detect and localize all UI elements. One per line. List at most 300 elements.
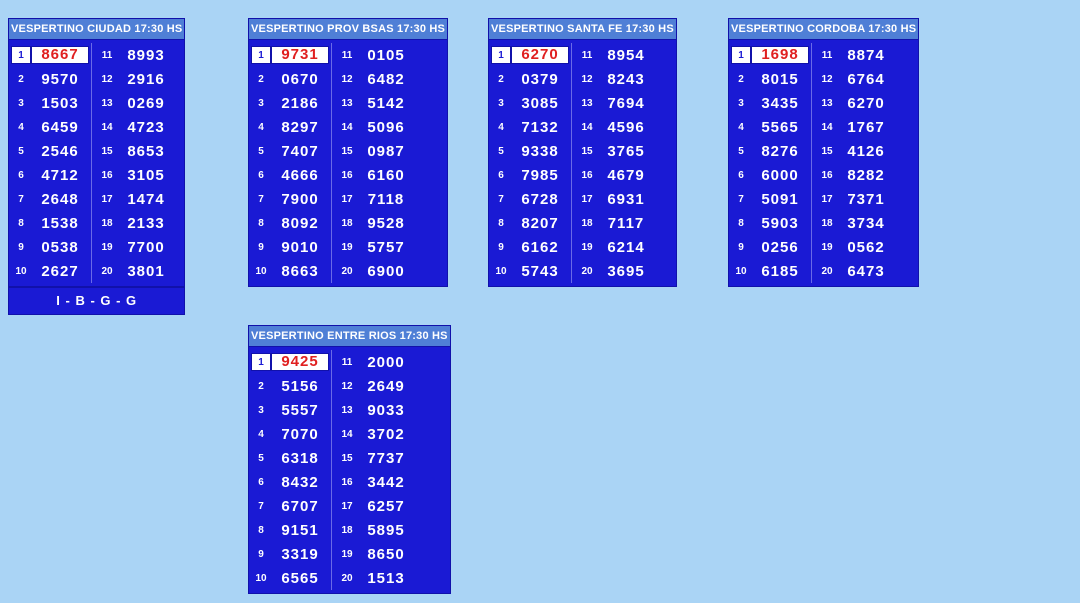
- result-position: 1: [251, 353, 271, 371]
- result-number: 8282: [847, 166, 885, 184]
- result-number: 6728: [521, 190, 559, 208]
- result-number: 6318: [281, 449, 319, 467]
- result-position: 17: [101, 193, 113, 205]
- results-column-right: [812, 43, 895, 283]
- lottery-board: [8, 18, 185, 315]
- result-number: 4126: [847, 142, 885, 160]
- result-row: [491, 211, 569, 235]
- result-position: 14: [581, 121, 593, 133]
- result-position: 2: [258, 380, 264, 392]
- result-position: 12: [821, 73, 833, 85]
- result-number: 8092: [281, 214, 319, 232]
- result-row: [577, 115, 655, 139]
- result-position: 3: [18, 97, 24, 109]
- result-number: 5557: [281, 401, 319, 419]
- result-row: [491, 259, 569, 283]
- result-row: [731, 115, 809, 139]
- result-row: [337, 259, 415, 283]
- result-row: [251, 187, 329, 211]
- lottery-panel: [728, 18, 919, 287]
- result-number: 2000: [367, 353, 405, 371]
- result-row: [251, 259, 329, 283]
- result-number: 7737: [367, 449, 405, 467]
- result-position: 17: [821, 193, 833, 205]
- result-row: [817, 139, 895, 163]
- result-row: [337, 67, 415, 91]
- result-position: 19: [581, 241, 593, 253]
- result-position: 13: [101, 97, 113, 109]
- result-position: 3: [258, 97, 264, 109]
- result-row: [337, 187, 415, 211]
- result-number: 5091: [761, 190, 799, 208]
- lottery-panel: [488, 18, 677, 287]
- result-row: [251, 67, 329, 91]
- result-row: [337, 139, 415, 163]
- result-position: 13: [341, 97, 353, 109]
- result-row: [577, 139, 655, 163]
- result-number: 0256: [761, 238, 799, 256]
- result-number: 3442: [367, 473, 405, 491]
- result-position: 12: [341, 73, 353, 85]
- result-row: [731, 235, 809, 259]
- result-row: [491, 43, 569, 67]
- result-position: 11: [101, 49, 113, 61]
- panel-body: [489, 40, 676, 286]
- result-row: [577, 43, 655, 67]
- result-number: 9570: [41, 70, 79, 88]
- result-row: [337, 398, 415, 422]
- result-row: [817, 43, 895, 67]
- result-row: [11, 163, 89, 187]
- results-column-left: [731, 43, 812, 283]
- result-row: [337, 542, 415, 566]
- result-number: 5096: [367, 118, 405, 136]
- result-row: [251, 446, 329, 470]
- result-position: 20: [821, 265, 833, 277]
- lottery-panel: [248, 325, 451, 594]
- result-row: [731, 163, 809, 187]
- result-number: 0562: [847, 238, 885, 256]
- panel-body: [249, 40, 447, 286]
- result-number: 8993: [127, 46, 165, 64]
- result-position: 5: [18, 145, 24, 157]
- result-number: 6162: [521, 238, 559, 256]
- result-number: 2133: [127, 214, 165, 232]
- result-row: [817, 91, 895, 115]
- result-number: 6764: [847, 70, 885, 88]
- result-row: [251, 470, 329, 494]
- result-number: 9010: [281, 238, 319, 256]
- result-position: 8: [258, 524, 264, 536]
- result-number: 3695: [607, 262, 645, 280]
- result-position: 6: [498, 169, 504, 181]
- result-position: 14: [341, 121, 353, 133]
- result-position: 10: [255, 572, 267, 584]
- result-row: [97, 43, 175, 67]
- panel-footer-code: I - B - G - G: [8, 287, 185, 315]
- result-row: [251, 518, 329, 542]
- result-position: 19: [821, 241, 833, 253]
- result-position: 6: [738, 169, 744, 181]
- result-position: 3: [738, 97, 744, 109]
- result-position: 3: [258, 404, 264, 416]
- result-position: 17: [581, 193, 593, 205]
- result-number: 6000: [761, 166, 799, 184]
- result-position: 4: [258, 428, 264, 440]
- result-number: 7407: [281, 142, 319, 160]
- result-number: 9731: [271, 46, 329, 64]
- result-row: [577, 235, 655, 259]
- result-position: 7: [738, 193, 744, 205]
- result-position: 1: [251, 46, 271, 64]
- result-row: [577, 187, 655, 211]
- result-row: [337, 494, 415, 518]
- result-row: [97, 259, 175, 283]
- result-row: [731, 91, 809, 115]
- result-number: 0105: [367, 46, 405, 64]
- result-position: 9: [18, 241, 24, 253]
- result-row: [817, 115, 895, 139]
- result-number: 8874: [847, 46, 885, 64]
- panel-title: VESPERTINO SANTA FE 17:30 HS: [489, 19, 676, 40]
- result-position: 11: [581, 49, 593, 61]
- result-row: [731, 211, 809, 235]
- result-row: [97, 91, 175, 115]
- result-number: 5903: [761, 214, 799, 232]
- result-position: 18: [101, 217, 113, 229]
- result-position: 9: [498, 241, 504, 253]
- result-row: [337, 211, 415, 235]
- result-row: [11, 139, 89, 163]
- result-position: 20: [101, 265, 113, 277]
- panel-title: VESPERTINO CIUDAD 17:30 HS: [9, 19, 184, 40]
- result-position: 10: [495, 265, 507, 277]
- result-position: 5: [258, 145, 264, 157]
- result-row: [337, 91, 415, 115]
- result-number: 6160: [367, 166, 405, 184]
- result-row: [817, 163, 895, 187]
- result-number: 9425: [271, 353, 329, 371]
- result-position: 3: [498, 97, 504, 109]
- result-number: 3319: [281, 545, 319, 563]
- result-position: 9: [258, 548, 264, 560]
- result-position: 7: [498, 193, 504, 205]
- result-row: [11, 187, 89, 211]
- results-column-left: [251, 350, 332, 590]
- result-number: 3702: [367, 425, 405, 443]
- result-row: [491, 115, 569, 139]
- result-number: 2648: [41, 190, 79, 208]
- result-position: 4: [18, 121, 24, 133]
- result-position: 4: [738, 121, 744, 133]
- result-number: 5565: [761, 118, 799, 136]
- result-row: [97, 163, 175, 187]
- result-number: 8650: [367, 545, 405, 563]
- result-number: 2627: [41, 262, 79, 280]
- result-row: [577, 163, 655, 187]
- result-row: [577, 259, 655, 283]
- result-row: [251, 91, 329, 115]
- result-position: 18: [341, 524, 353, 536]
- result-position: 6: [18, 169, 24, 181]
- result-row: [731, 139, 809, 163]
- result-number: 8667: [31, 46, 89, 64]
- result-row: [97, 67, 175, 91]
- result-number: 0269: [127, 94, 165, 112]
- result-row: [11, 235, 89, 259]
- result-row: [337, 235, 415, 259]
- result-row: [337, 566, 415, 590]
- lottery-panel: [8, 18, 185, 287]
- result-position: 2: [18, 73, 24, 85]
- result-number: 9033: [367, 401, 405, 419]
- result-row: [337, 350, 415, 374]
- result-row: [251, 115, 329, 139]
- result-row: [251, 566, 329, 590]
- result-position: 7: [258, 500, 264, 512]
- result-number: 3435: [761, 94, 799, 112]
- panel-title: VESPERTINO PROV BSAS 17:30 HS: [249, 19, 447, 40]
- result-row: [11, 211, 89, 235]
- result-number: 1538: [41, 214, 79, 232]
- result-position: 10: [15, 265, 27, 277]
- result-row: [97, 211, 175, 235]
- result-position: 5: [738, 145, 744, 157]
- lottery-board: [728, 18, 919, 287]
- result-number: 7900: [281, 190, 319, 208]
- result-number: 8653: [127, 142, 165, 160]
- result-position: 15: [821, 145, 833, 157]
- result-number: 1513: [367, 569, 405, 587]
- result-position: 8: [738, 217, 744, 229]
- result-number: 1767: [847, 118, 885, 136]
- result-row: [11, 43, 89, 67]
- result-number: 2916: [127, 70, 165, 88]
- result-row: [731, 259, 809, 283]
- results-column-right: [572, 43, 655, 283]
- result-position: 18: [821, 217, 833, 229]
- result-row: [337, 446, 415, 470]
- result-row: [337, 470, 415, 494]
- result-position: 8: [258, 217, 264, 229]
- result-number: 5757: [367, 238, 405, 256]
- result-number: 1698: [751, 46, 809, 64]
- lottery-board: [248, 18, 448, 287]
- result-number: 7985: [521, 166, 559, 184]
- result-position: 16: [341, 169, 353, 181]
- result-row: [491, 235, 569, 259]
- result-position: 18: [341, 217, 353, 229]
- result-position: 6: [258, 169, 264, 181]
- result-position: 12: [101, 73, 113, 85]
- result-number: 1474: [127, 190, 165, 208]
- result-number: 7132: [521, 118, 559, 136]
- result-number: 7700: [127, 238, 165, 256]
- result-position: 13: [581, 97, 593, 109]
- result-number: 8663: [281, 262, 319, 280]
- result-position: 7: [258, 193, 264, 205]
- result-position: 19: [341, 241, 353, 253]
- result-row: [577, 211, 655, 235]
- panel-body: [9, 40, 184, 286]
- result-position: 20: [341, 265, 353, 277]
- result-position: 9: [258, 241, 264, 253]
- result-position: 20: [581, 265, 593, 277]
- result-position: 1: [491, 46, 511, 64]
- result-row: [251, 43, 329, 67]
- result-row: [577, 67, 655, 91]
- result-number: 9338: [521, 142, 559, 160]
- result-position: 19: [341, 548, 353, 560]
- results-column-left: [251, 43, 332, 283]
- result-position: 16: [821, 169, 833, 181]
- result-number: 7117: [607, 214, 645, 232]
- result-row: [817, 211, 895, 235]
- result-number: 6459: [41, 118, 79, 136]
- result-row: [251, 139, 329, 163]
- lottery-panel: [248, 18, 448, 287]
- result-number: 8207: [521, 214, 559, 232]
- result-number: 6185: [761, 262, 799, 280]
- result-row: [251, 235, 329, 259]
- result-number: 6565: [281, 569, 319, 587]
- result-position: 14: [101, 121, 113, 133]
- result-row: [817, 235, 895, 259]
- result-number: 8015: [761, 70, 799, 88]
- result-position: 18: [581, 217, 593, 229]
- result-row: [11, 115, 89, 139]
- result-number: 5743: [521, 262, 559, 280]
- result-position: 2: [258, 73, 264, 85]
- result-number: 7371: [847, 190, 885, 208]
- result-row: [251, 494, 329, 518]
- result-row: [251, 350, 329, 374]
- result-number: 3765: [607, 142, 645, 160]
- result-position: 11: [821, 49, 833, 61]
- result-row: [251, 542, 329, 566]
- result-position: 14: [341, 428, 353, 440]
- result-position: 15: [101, 145, 113, 157]
- result-number: 8954: [607, 46, 645, 64]
- result-number: 0379: [521, 70, 559, 88]
- result-position: 1: [11, 46, 31, 64]
- result-position: 12: [341, 380, 353, 392]
- result-number: 6270: [511, 46, 569, 64]
- result-number: 3801: [127, 262, 165, 280]
- result-number: 9528: [367, 214, 405, 232]
- panel-body: [729, 40, 918, 286]
- result-position: 14: [821, 121, 833, 133]
- result-position: 8: [18, 217, 24, 229]
- result-row: [251, 211, 329, 235]
- result-position: 16: [341, 476, 353, 488]
- results-column-left: [11, 43, 92, 283]
- results-column-right: [332, 350, 415, 590]
- result-number: 6214: [607, 238, 645, 256]
- result-position: 1: [731, 46, 751, 64]
- result-number: 2649: [367, 377, 405, 395]
- result-number: 8432: [281, 473, 319, 491]
- result-number: 3734: [847, 214, 885, 232]
- result-number: 7070: [281, 425, 319, 443]
- result-position: 19: [101, 241, 113, 253]
- result-position: 6: [258, 476, 264, 488]
- result-number: 5895: [367, 521, 405, 539]
- result-position: 20: [341, 572, 353, 584]
- result-row: [251, 422, 329, 446]
- result-position: 4: [498, 121, 504, 133]
- result-number: 7118: [367, 190, 405, 208]
- result-number: 6707: [281, 497, 319, 515]
- lottery-board: [248, 325, 451, 594]
- result-position: 16: [581, 169, 593, 181]
- result-row: [97, 115, 175, 139]
- result-position: 15: [341, 452, 353, 464]
- result-row: [11, 91, 89, 115]
- panel-body: [249, 347, 450, 593]
- results-column-right: [92, 43, 175, 283]
- result-number: 6257: [367, 497, 405, 515]
- result-row: [97, 139, 175, 163]
- result-row: [251, 398, 329, 422]
- result-number: 7694: [607, 94, 645, 112]
- result-position: 9: [738, 241, 744, 253]
- result-row: [337, 374, 415, 398]
- result-number: 5142: [367, 94, 405, 112]
- result-row: [731, 67, 809, 91]
- result-position: 2: [498, 73, 504, 85]
- result-row: [817, 259, 895, 283]
- result-number: 3085: [521, 94, 559, 112]
- lottery-board: [488, 18, 677, 287]
- result-row: [491, 67, 569, 91]
- result-number: 2546: [41, 142, 79, 160]
- result-row: [11, 67, 89, 91]
- result-position: 10: [255, 265, 267, 277]
- panel-title: VESPERTINO CORDOBA 17:30 HS: [729, 19, 918, 40]
- result-number: 0538: [41, 238, 79, 256]
- result-position: 16: [101, 169, 113, 181]
- result-number: 4712: [41, 166, 79, 184]
- result-number: 6473: [847, 262, 885, 280]
- result-row: [491, 187, 569, 211]
- result-row: [251, 163, 329, 187]
- result-position: 17: [341, 193, 353, 205]
- result-row: [491, 139, 569, 163]
- result-row: [817, 187, 895, 211]
- result-number: 3105: [127, 166, 165, 184]
- result-position: 4: [258, 121, 264, 133]
- result-row: [731, 43, 809, 67]
- result-number: 6900: [367, 262, 405, 280]
- result-number: 0670: [281, 70, 319, 88]
- result-row: [251, 374, 329, 398]
- result-position: 13: [341, 404, 353, 416]
- result-row: [337, 163, 415, 187]
- result-number: 1503: [41, 94, 79, 112]
- result-position: 15: [341, 145, 353, 157]
- result-row: [731, 187, 809, 211]
- result-position: 13: [821, 97, 833, 109]
- result-row: [337, 422, 415, 446]
- result-row: [817, 67, 895, 91]
- result-number: 6931: [607, 190, 645, 208]
- result-position: 15: [581, 145, 593, 157]
- result-position: 2: [738, 73, 744, 85]
- result-position: 12: [581, 73, 593, 85]
- result-number: 0987: [367, 142, 405, 160]
- result-position: 5: [258, 452, 264, 464]
